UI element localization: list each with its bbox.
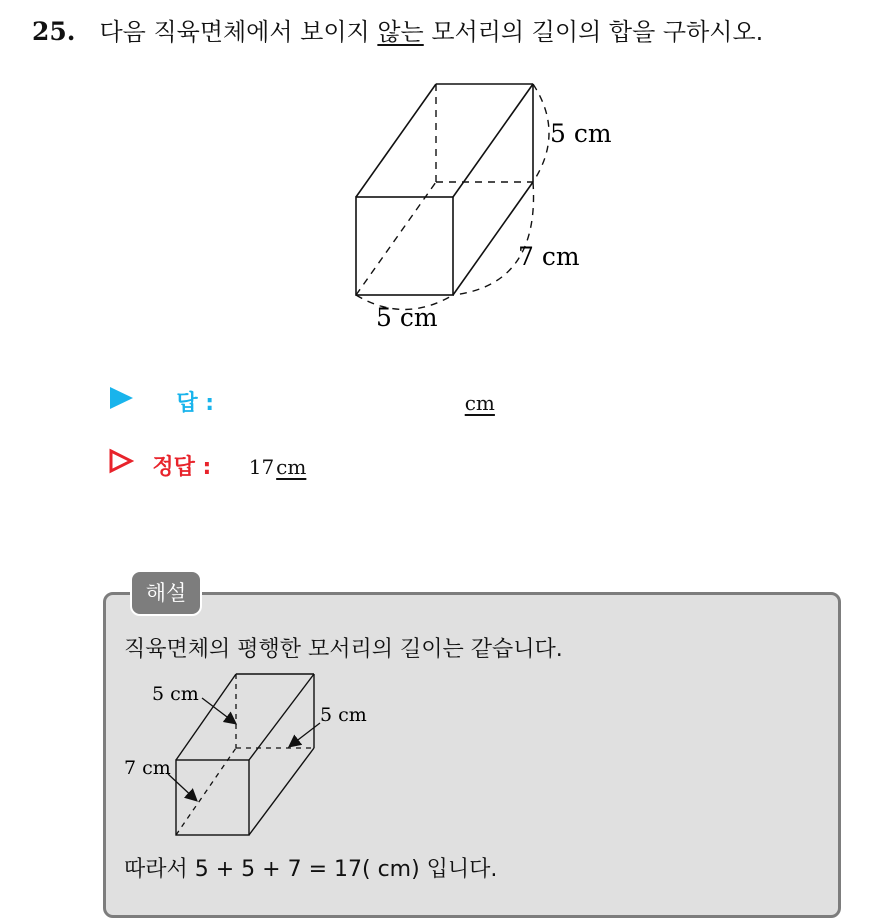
arrow-top [202,698,235,723]
sol-label-right: 5 cm [320,704,367,726]
filled-triangle-icon [108,386,146,415]
label-depth: 7 cm [518,242,580,271]
arc-height [533,84,549,182]
question-text-after: 모서리의 길이의 합을 구하시오. [423,18,764,46]
sol-cuboid-front-face [176,760,249,835]
question-number: 25. [32,17,76,46]
arrow-right [290,723,320,746]
answer-row [108,386,495,417]
solution-line1: 직육면체의 평행한 모서리의 길이는 같습니다. [124,637,563,662]
correct-row [108,448,306,481]
outline-triangle-icon [108,448,146,479]
cuboid-top-left-edge [356,84,436,197]
answer-label: 답 : [176,391,215,416]
sol-cuboid-top-right-edge [249,674,314,760]
question-text-before: 다음 직육면체에서 보이지 [99,18,378,46]
sol-cuboid-hidden-diagonal [176,748,236,835]
correct-value: 17 [248,455,275,479]
cuboid-hidden-diagonal [356,182,436,295]
correct-label: 정답 : [152,455,212,480]
sol-label-top: 5 cm [152,683,199,705]
cuboid-top-right-edge [453,84,533,197]
sol-label-left: 7 cm [124,757,171,779]
arrow-left [168,774,196,800]
solution-conclusion: 따라서 5 + 5 + 7 = 17( cm) 입니다. [124,857,498,882]
solution-tag: 해설 [130,570,202,616]
question-text-underlined: 않는 [377,18,424,46]
cuboid-figure [340,70,630,340]
question-row [32,12,763,47]
correct-unit: cm [276,455,307,479]
question-text [99,18,763,46]
answer-unit: cm [464,391,495,415]
solution-cuboid-figure [120,668,380,843]
sol-cuboid-bottom-right-edge [249,748,314,835]
label-width: 5 cm [376,303,438,332]
label-height: 5 cm [550,119,612,148]
cuboid-bottom-right-edge [453,182,533,295]
cuboid-front-face [356,197,453,295]
